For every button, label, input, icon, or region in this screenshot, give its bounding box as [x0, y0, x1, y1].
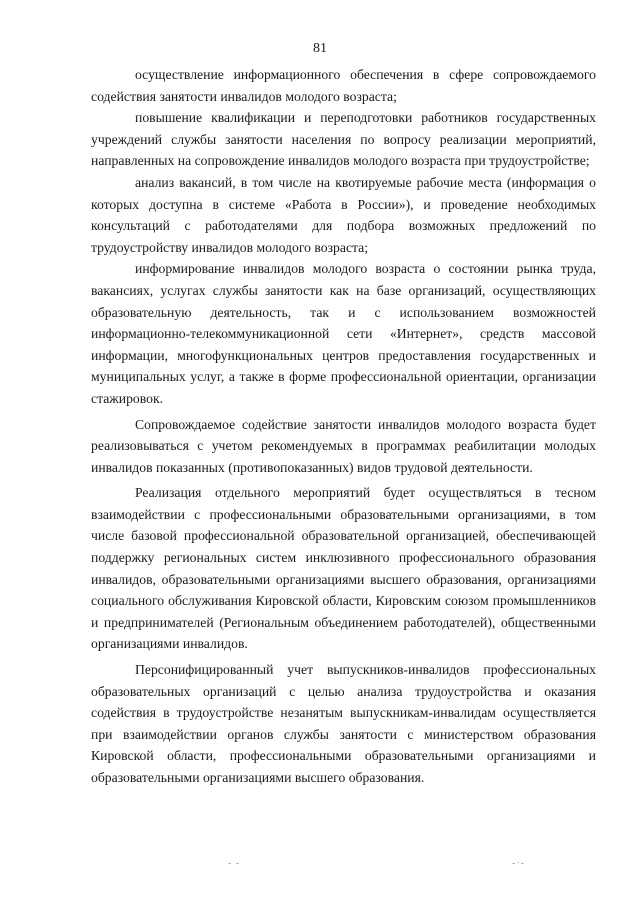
- paragraph-personalized-record: Персонифицированный учет выпускников-инвалидов профессиональных образовательных организаций с целью анализа трудоустройства и оказания содействия в трудоустройстве незанятым выпускникам-инвалидам осуществляется при взаимодействии органов службы занятости с министерством образования Кировской области, профессиональными образовательными организациями и образовательными организациями высшего образования.: [91, 662, 596, 785]
- paragraph-implementation: Реализация отдельного мероприятий будет осуществляться в тесном взаимодействии с профессиональными образовательными организациями, в том числе базовой профессиональной образовательной организацией, обеспечивающей поддержку региональных систем инклюзивного профессионального образования инвалидов, образовательными организациями высшего образования, организациями социального обслуживания Кировской области, Кировским союзом промышленников и предпринимателей (Региональным объединением работодателей), общественными организациями инвалидов.: [91, 485, 596, 652]
- paragraph-supported-employment: Сопровождаемое содействие занятости инвалидов молодого возраста будет реализовываться с учетом рекомендуемых в программах реабилитации молодых инвалидов показанных (противопоказанных) видов трудовой деятельности.: [91, 416, 596, 475]
- paragraph-informing: информирование инвалидов молодого возраста о состоянии рынка труда, вакансиях, услугах службы занятости как на базе организаций, осуществляющих образовательную деятельность, так и с использованием возможностей информационно-телекоммуникационной сети «Интернет», средств массовой информации, многофункциональных центров предоставления государственных и муниципальных услуг, а также в форме профессиональной ориентации, организации стажировок.: [91, 261, 596, 406]
- paragraph-staff-training: повышение квалификации и переподготовки работников государственных учреждений службы занятости населения по вопросу реализации мероприятий, направленных на сопровождение инвалидов молодого возраста при трудоустройстве;: [91, 110, 596, 169]
- page-number: 81: [313, 41, 327, 56]
- body-text: [91, 64, 596, 789]
- footer-mark-left: - -: [228, 858, 241, 869]
- paragraph-info-support: осуществление информационного обеспечения в сфере сопровождаемого содействия занятости инвалидов молодого возраста;: [91, 67, 596, 104]
- paragraph-vacancy-analysis: анализ вакансий, в том числе на квотируемые рабочие места (информация о которых доступна в системе «Работа в России»), и проведение необходимых консультаций с работодателями для подбора возможных предложений по трудоустройству инвалидов молодого возраста;: [91, 174, 596, 255]
- footer-mark-right: -·-: [512, 858, 525, 869]
